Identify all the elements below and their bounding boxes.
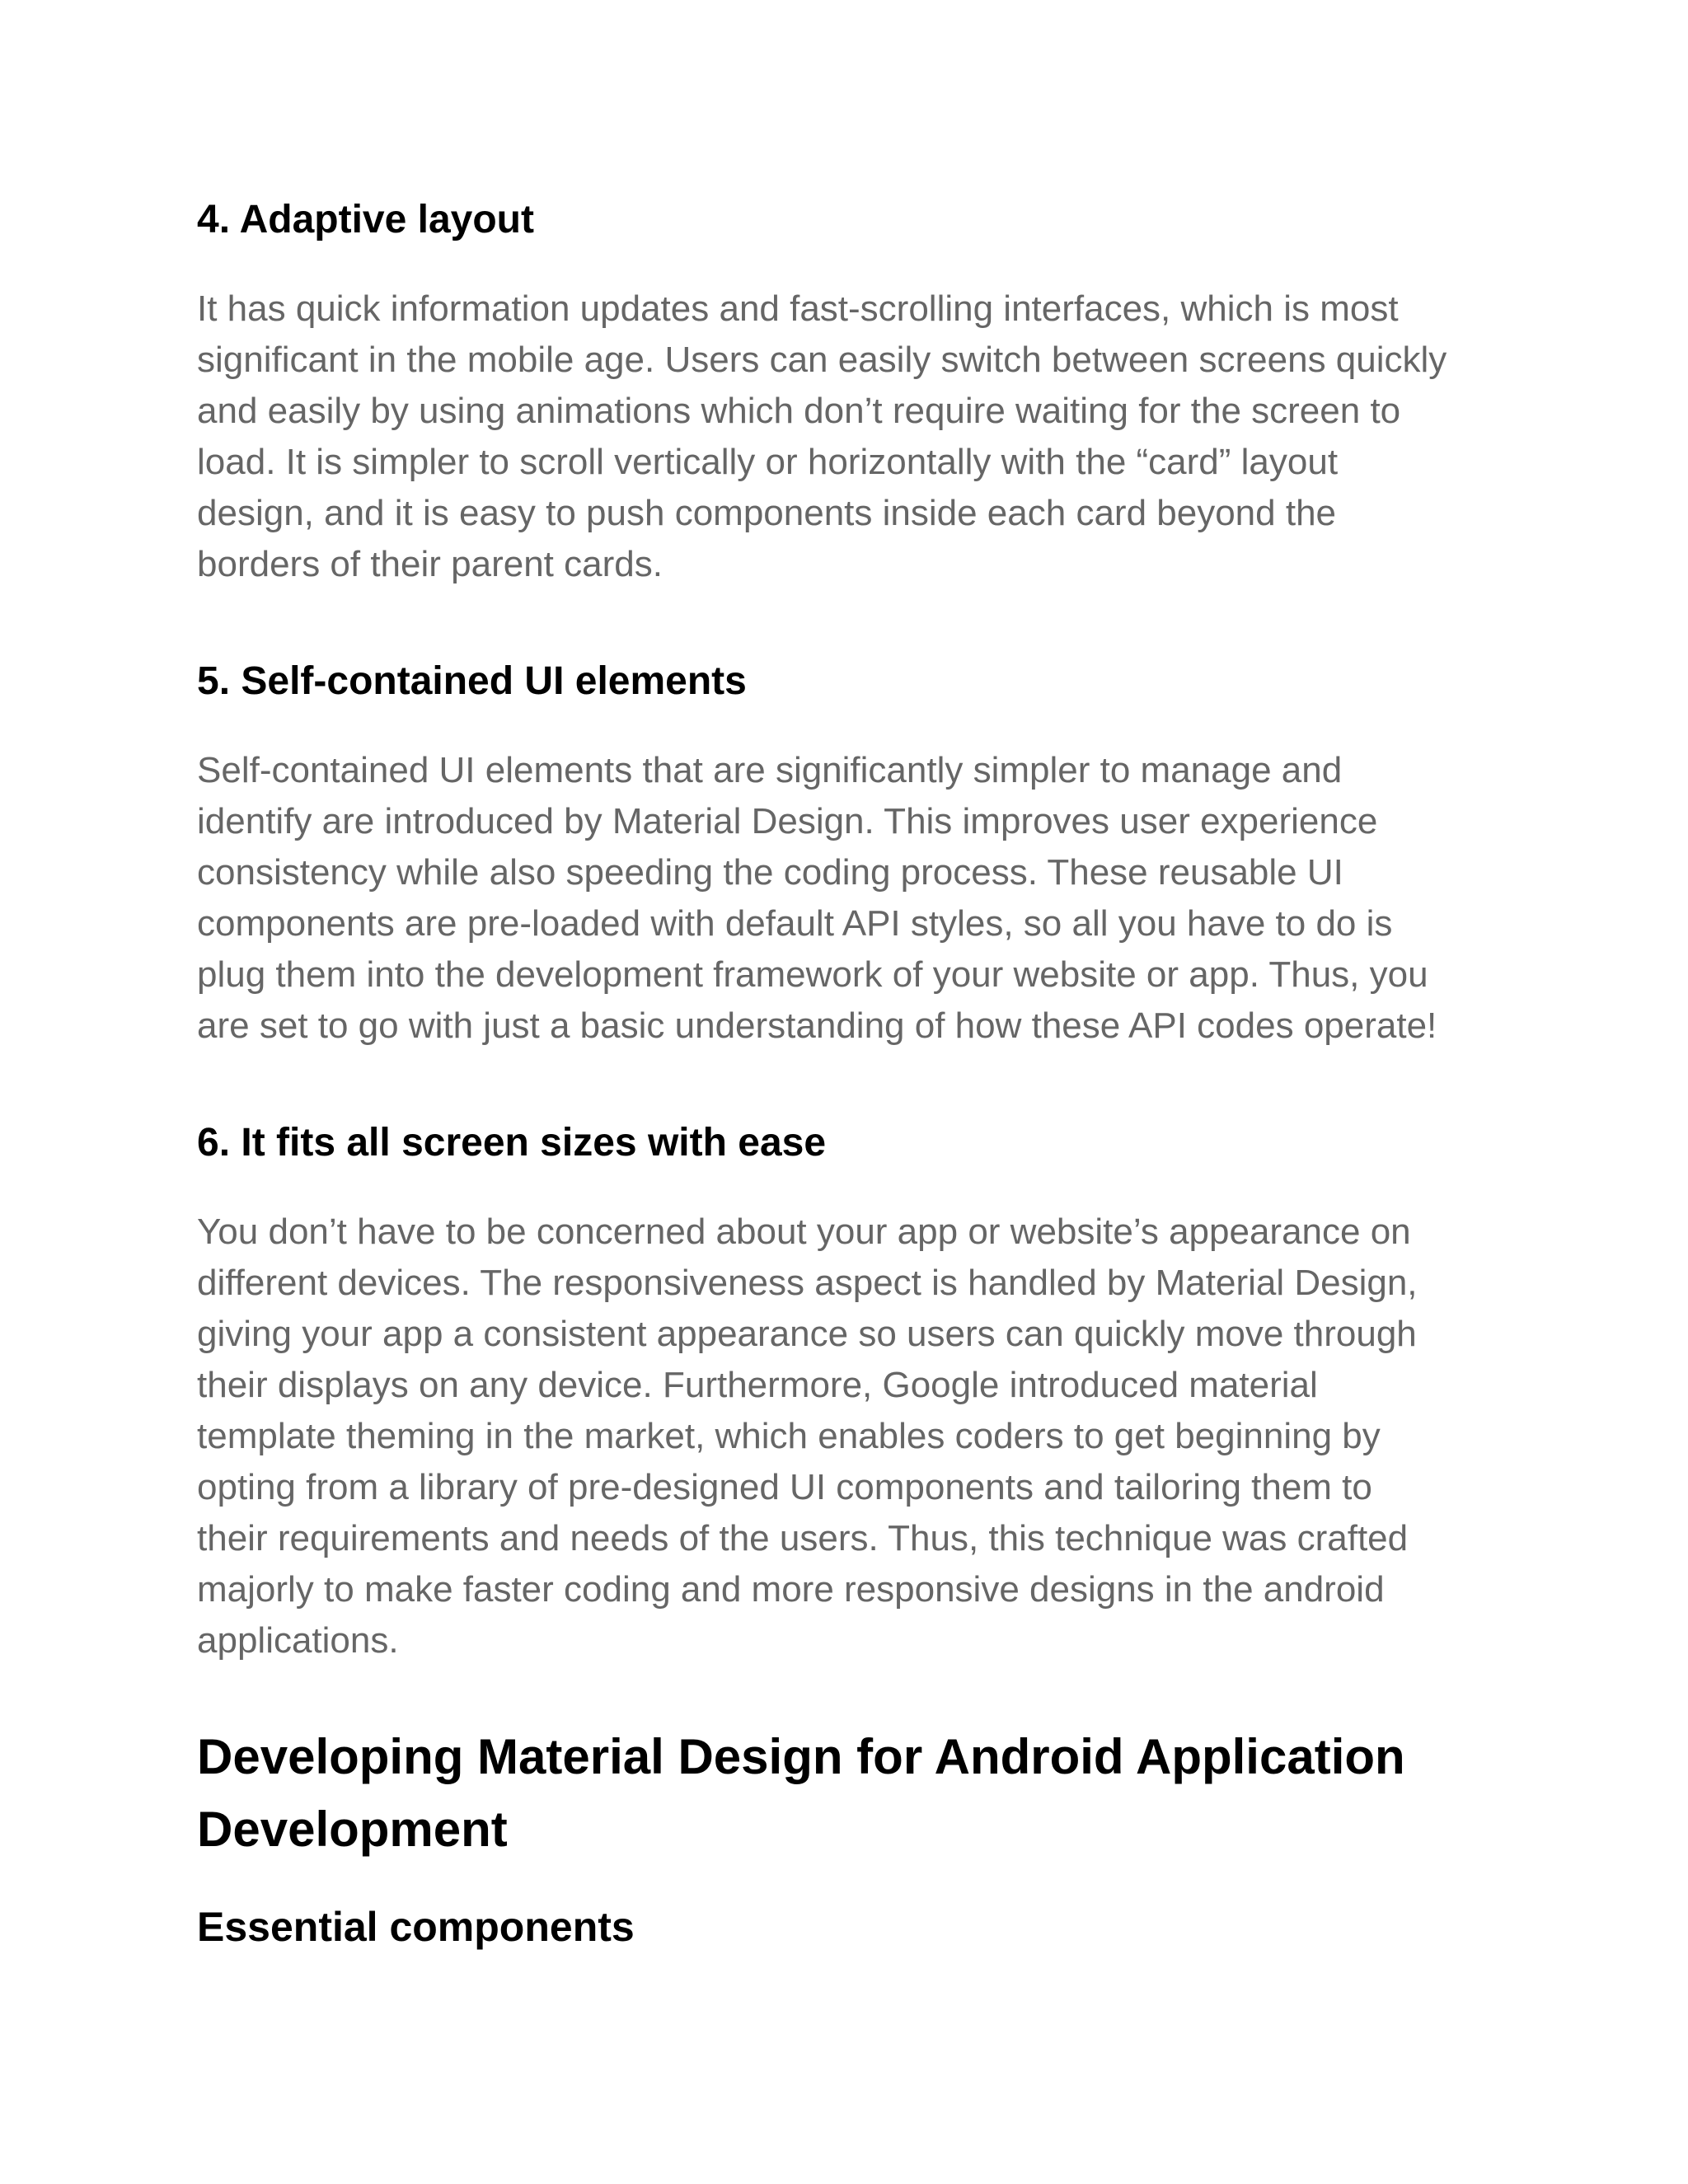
text-line: different devices. The responsiveness aspect is handled by Material Design, [197,1263,1418,1303]
major-heading-line: Developing Material Design for Android Application [197,1729,1405,1784]
text-line: their requirements and needs of the users. Thus, this technique was crafted [197,1518,1409,1558]
section-heading-fits-all-screens: 6. It fits all screen sizes with ease [197,1121,827,1165]
text-line: You don’t have to be concerned about your app or website’s appearance on [197,1212,1411,1252]
text-line: It has quick information updates and fast-scrolling interfaces, which is most [197,288,1399,329]
text-line: template theming in the market, which enables coders to get beginning by [197,1416,1381,1456]
text-line: identify are introduced by Material Design. This improves user experience [197,801,1378,841]
text-line: applications. [197,1620,399,1661]
sub-heading-essential-components: Essential components [197,1904,635,1950]
section-heading-adaptive-layout: 4. Adaptive layout [197,198,534,241]
text-line: giving your app a consistent appearance so users can quickly move through [197,1314,1417,1354]
major-heading [197,1721,1516,1866]
text-line: design, and it is easy to push components inside each card beyond the [197,493,1337,533]
text-line: their displays on any device. Furthermore, Google introduced material [197,1365,1318,1405]
section-body-self-contained-ui [197,745,1516,1052]
text-line: plug them into the development framework of your website or app. Thus, you [197,954,1428,995]
text-line: significant in the mobile age. Users can easily switch between screens quickly [197,340,1447,380]
text-line: opting from a library of pre-designed UI components and tailoring them to [197,1467,1372,1507]
text-line: and easily by using animations which don’t require waiting for the screen to [197,391,1401,431]
text-line: load. It is simpler to scroll vertically or horizontally with the “card” layout [197,442,1339,482]
text-line: Self-contained UI elements that are significantly simpler to manage and [197,750,1343,790]
text-line: are set to go with just a basic understanding of how these API codes operate! [197,1005,1437,1046]
major-heading-line: Development [197,1802,508,1857]
section-body-fits-all-screens [197,1207,1516,1666]
text-line: components are pre-loaded with default API styles, so all you have to do is [197,903,1393,944]
section-heading-self-contained-ui: 5. Self-contained UI elements [197,659,747,703]
text-line: majorly to make faster coding and more responsive designs in the android [197,1569,1385,1610]
section-body-adaptive-layout [197,284,1516,590]
text-line: borders of their parent cards. [197,544,663,584]
text-line: consistency while also speeding the coding process. These reusable UI [197,852,1343,893]
